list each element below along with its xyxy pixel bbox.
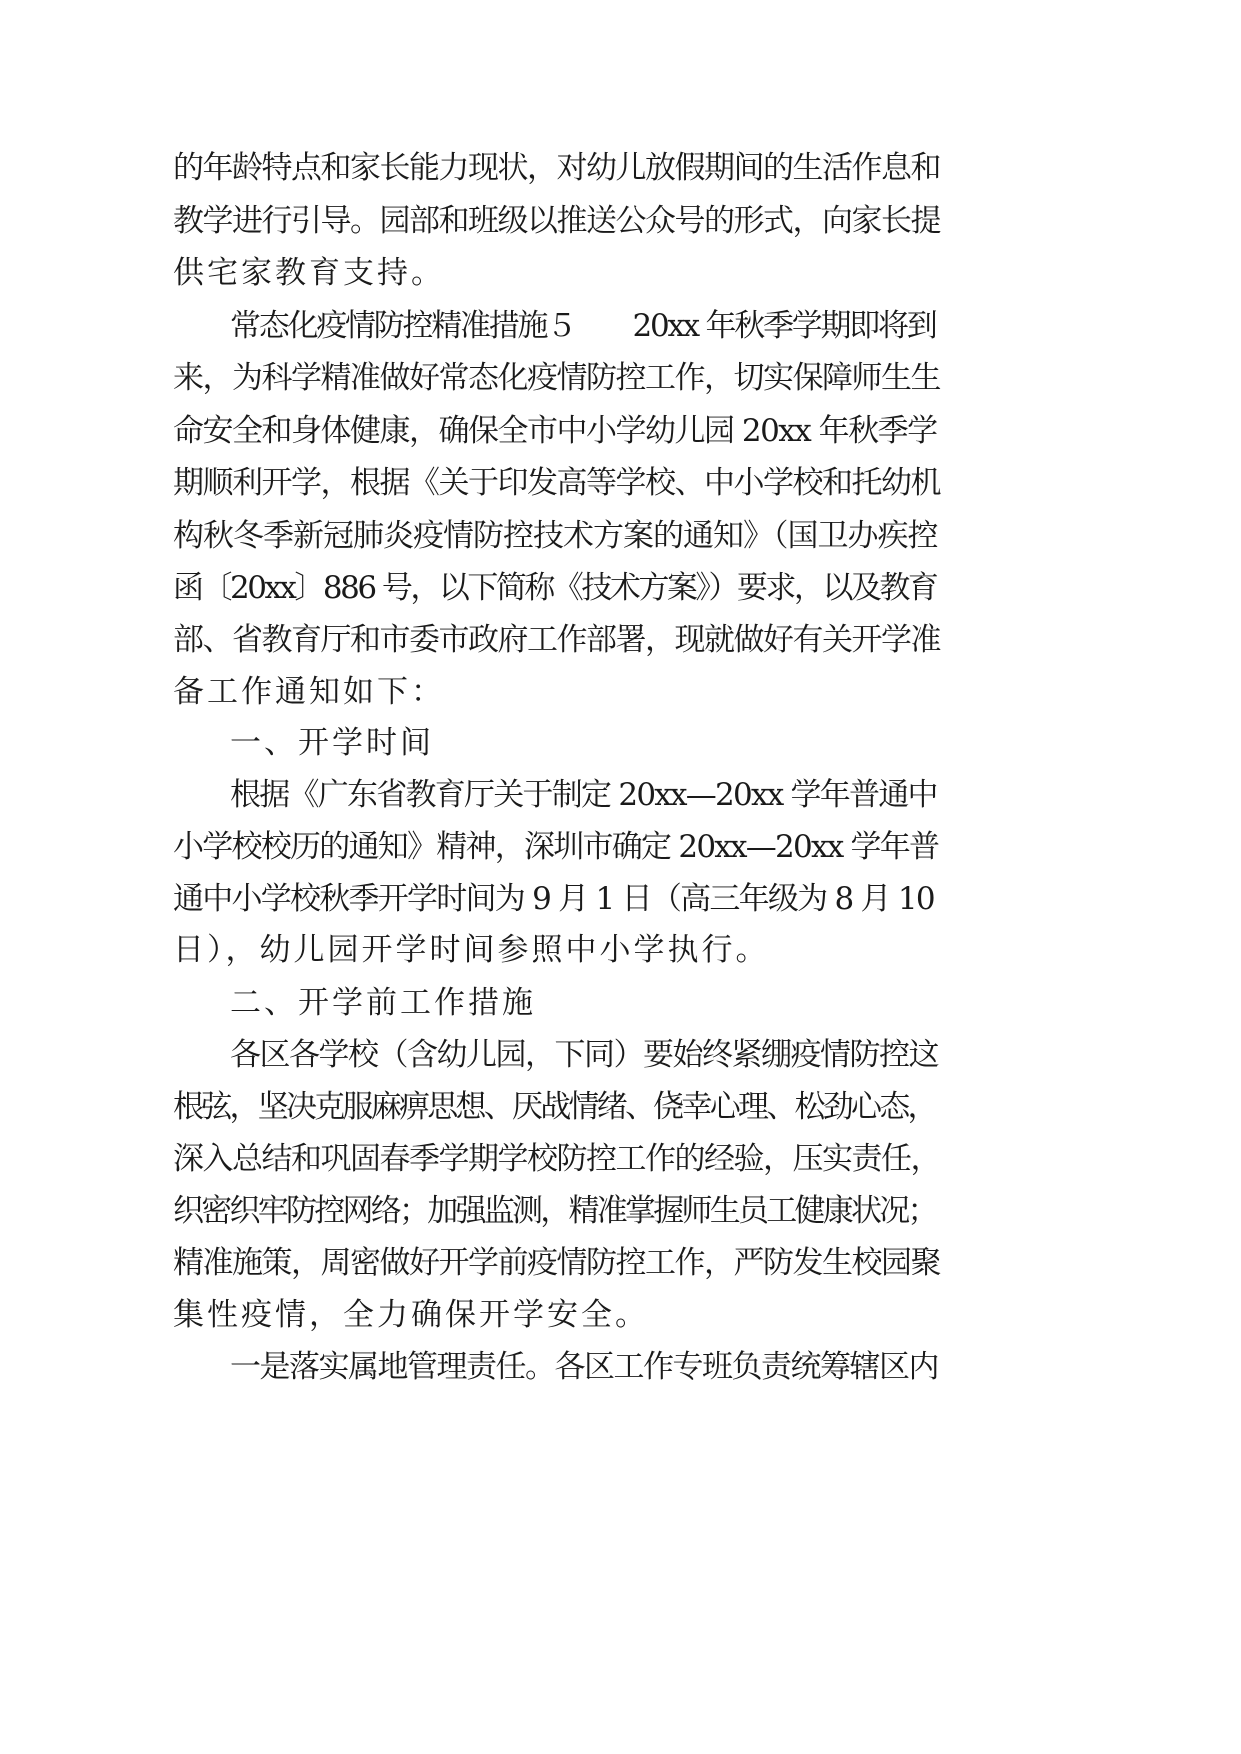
text-line: 供宅家教育支持。 [173, 255, 445, 291]
text-line: 的年龄特点和家长能力现状，对幼儿放假期间的生活作息和 [173, 150, 940, 186]
text-line: 通中小学校秋季开学时间为 9 月 1 日（高三年级为 8 月 10 [173, 881, 934, 917]
text-line: 根据《广东省教育厅关于制定 20xx—20xx 学年普通中 [230, 777, 937, 813]
text-line: 来，为科学精准做好常态化疫情防控工作，切实保障师生生 [173, 360, 940, 396]
text-line: 根弦，坚决克服麻痹思想、厌战情绪、侥幸心理、松劲心态， [173, 1089, 936, 1125]
text-line: 命安全和身体健康，确保全市中小学幼儿园 20xx 年秋季学 [173, 413, 937, 449]
section-heading: 一、开学时间 [230, 725, 434, 761]
text-line: 织密织牢防控网络；加强监测，精准掌握师生员工健康状况； [173, 1193, 936, 1229]
text-line: 函〔20xx〕886 号，以下简称《技术方案》）要求，以及教育 [173, 570, 937, 606]
text-line: 构秋冬季新冠肺炎疫情防控技术方案的通知》（国卫办疾控 [173, 518, 938, 554]
text-line: 备工作通知如下： [173, 674, 445, 710]
text-line: 日），幼儿园开学时间参照中小学执行。 [173, 932, 770, 968]
section-heading: 二、开学前工作措施 [230, 985, 536, 1021]
text-line: 部、省教育厅和市委市政府工作部署，现就做好有关开学准 [173, 622, 940, 658]
text-line: 精准施策，周密做好开学前疫情防控工作，严防发生校园聚 [173, 1245, 940, 1281]
text-line: 期顺利开学，根据《关于印发高等学校、中小学校和托幼机 [173, 465, 940, 501]
text-line: 深入总结和巩固春季学期学校防控工作的经验，压实责任， [173, 1141, 940, 1177]
text-line: 教学进行引导。园部和班级以推送公众号的形式，向家长提 [173, 203, 940, 239]
text-line: 各区各学校（含幼儿园，下同）要始终紧绷疫情防控这 [230, 1037, 938, 1073]
text-line: 小学校校历的通知》精神，深圳市确定 20xx—20xx 学年普 [173, 829, 939, 865]
text-line: 一是落实属地管理责任。各区工作专班负责统筹辖区内 [230, 1349, 938, 1385]
text-line: 常态化疫情防控精准措施５ 20xx 年秋季学期即将到 [230, 308, 936, 344]
text-line: 集性疫情，全力确保开学安全。 [173, 1297, 649, 1333]
